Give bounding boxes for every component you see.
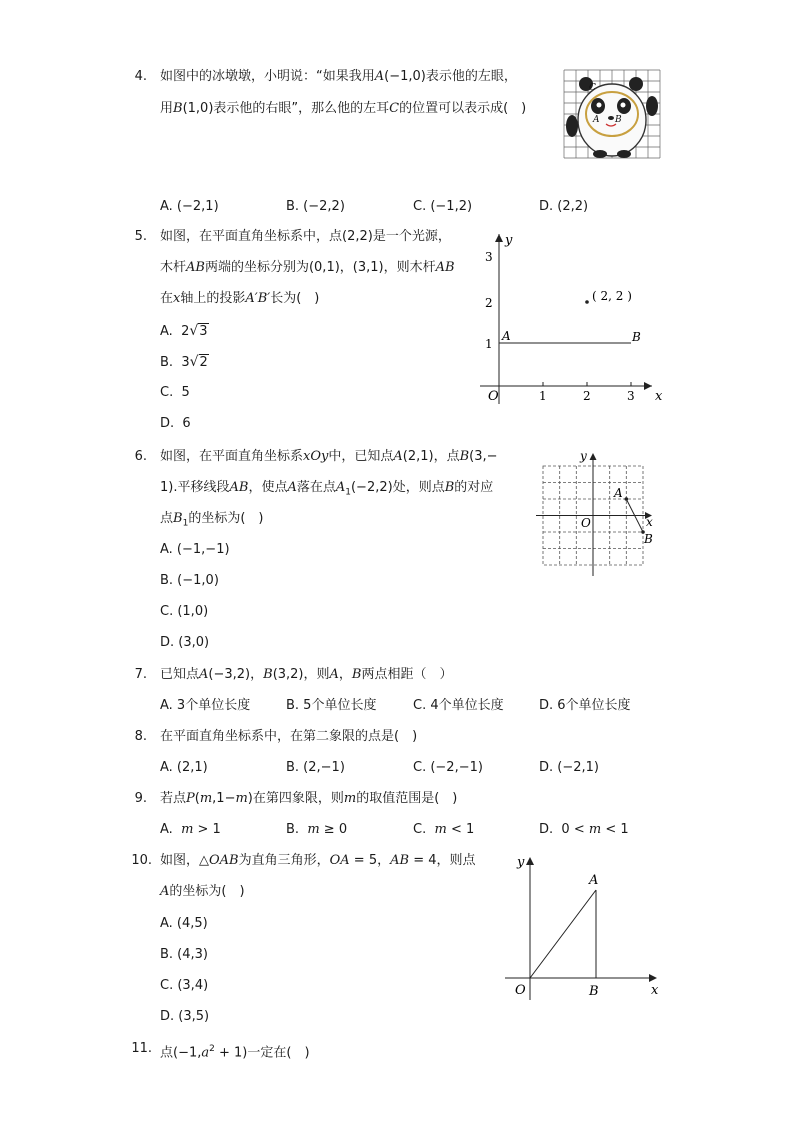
label-a: A [502, 329, 511, 343]
option-a: A. (−2,1) [160, 199, 219, 214]
x-axis-label: x [651, 983, 659, 998]
y-axis-label: y [505, 233, 513, 248]
option-b: B. (−2,2) [286, 199, 345, 214]
option-b: B. m ≥ 0 [286, 822, 348, 837]
option-d: D. 6 [160, 416, 191, 431]
x-tick: 3 [627, 389, 635, 403]
x-tick: 1 [539, 389, 547, 403]
coordinate-figure-q5 [480, 228, 663, 404]
question-number: 10. [131, 853, 152, 868]
option-c: C. (−1,2) [413, 199, 473, 214]
question-number: 5. [134, 229, 147, 244]
question-text-line: A的坐标为( ) [160, 884, 245, 899]
option-d: D. (−2,1) [539, 760, 599, 775]
label-a: A [593, 115, 600, 125]
option-d: D. (3,0) [160, 635, 210, 650]
option-b: B. (2,−1) [286, 760, 345, 775]
y-tick: 2 [485, 296, 493, 310]
question-text-line: 在平面直角坐标系中，在第二象限的点是( ) [160, 729, 418, 744]
label-b: B [644, 532, 653, 546]
y-tick: 1 [485, 337, 493, 351]
question-number: 6. [134, 449, 147, 464]
option-c: C. (1,0) [160, 604, 209, 619]
option-c: C. (−2,−1) [413, 760, 483, 775]
label-b: B [632, 330, 641, 344]
question-text-line: 用B(1,0)表示他的右眼”，那么他的左耳C的位置可以表示成( ) [160, 101, 527, 116]
option-c: C. 4个单位长度 [413, 698, 504, 713]
question-text-line: 若点P(m,1−m)在第四象限，则m的取值范围是( ) [160, 791, 458, 806]
y-axis-label: y [580, 449, 587, 463]
question-text-line: 如图中的冰墩墩，小明说：“如果我用A(−1,0)表示他的左眼， [160, 69, 517, 84]
label-a: A [614, 486, 623, 500]
option-c: C. (3,4) [160, 978, 209, 993]
option-b: B. (4,3) [160, 947, 209, 962]
option-c: C. 5 [160, 385, 190, 400]
question-text-line: 点$(-1,a^2 + 1)$一定在( ) [160, 1044, 310, 1061]
origin-label: O [488, 389, 499, 404]
option-b: B. 3√2 [160, 354, 208, 370]
origin-label: O [515, 983, 526, 998]
question-number: 8. [134, 729, 147, 744]
question-number: 9. [134, 791, 147, 806]
dashed-grid-figure-q6 [536, 450, 660, 576]
label-b: B [589, 984, 599, 999]
option-a: A. (4,5) [160, 916, 208, 931]
x-axis-label: x [646, 515, 653, 529]
option-b: B. 5个单位长度 [286, 698, 377, 713]
option-d: D. (2,2) [539, 199, 589, 214]
option-a: A. (−1,−1) [160, 542, 230, 557]
option-c: C. m < 1 [413, 822, 475, 837]
question-number: 11. [131, 1041, 152, 1056]
label-c: C [589, 83, 596, 93]
option-a: A. (2,1) [160, 760, 208, 775]
origin-label: O [581, 516, 591, 530]
question-text-line: 点$B_1$的坐标为( ) [160, 511, 264, 529]
question-text-line: 已知点A(−3,2)，B(3,2)，则A，B两点相距（ ） [160, 667, 453, 682]
x-tick: 2 [583, 389, 591, 403]
label-a: A [589, 873, 599, 888]
panda-grid-figure [564, 70, 660, 158]
triangle-figure-q10 [505, 852, 665, 1002]
option-d: D. 6个单位长度 [539, 698, 631, 713]
option-a: A. 3个单位长度 [160, 698, 251, 713]
option-d: D. (3,5) [160, 1009, 210, 1024]
light-source-label: ( 2, 2 ) [592, 289, 632, 303]
option-a: A. m > 1 [160, 822, 221, 837]
label-b: B [615, 115, 622, 125]
question-text-line: 木杆AB两端的坐标分别为(0,1)，(3,1)，则木杆AB [160, 260, 455, 275]
y-tick: 3 [485, 250, 493, 264]
option-d: D. 0 < m < 1 [539, 822, 629, 837]
y-axis-label: y [517, 855, 525, 870]
option-a: A. 2√3 [160, 323, 208, 339]
question-number: 7. [134, 667, 147, 682]
question-text-line: 在x轴上的投影A′B′长为( ) [160, 291, 320, 306]
x-axis-label: x [655, 389, 663, 404]
option-b: B. (−1,0) [160, 573, 219, 588]
question-text-line: 如图，在平面直角坐标系xOy中，已知点A(2,1)，点B(3,− [160, 449, 498, 464]
question-number: 4. [134, 69, 147, 84]
question-text-line: 如图，在平面直角坐标系中，点(2,2)是一个光源， [160, 229, 451, 244]
question-text-line: 1).平移线段AB，使点A落在点$A_1(-2,2)$处，则点B的对应 [160, 480, 494, 498]
question-text-line: 如图，△OAB为直角三角形，OA = 5，AB = 4，则点 [160, 853, 476, 868]
